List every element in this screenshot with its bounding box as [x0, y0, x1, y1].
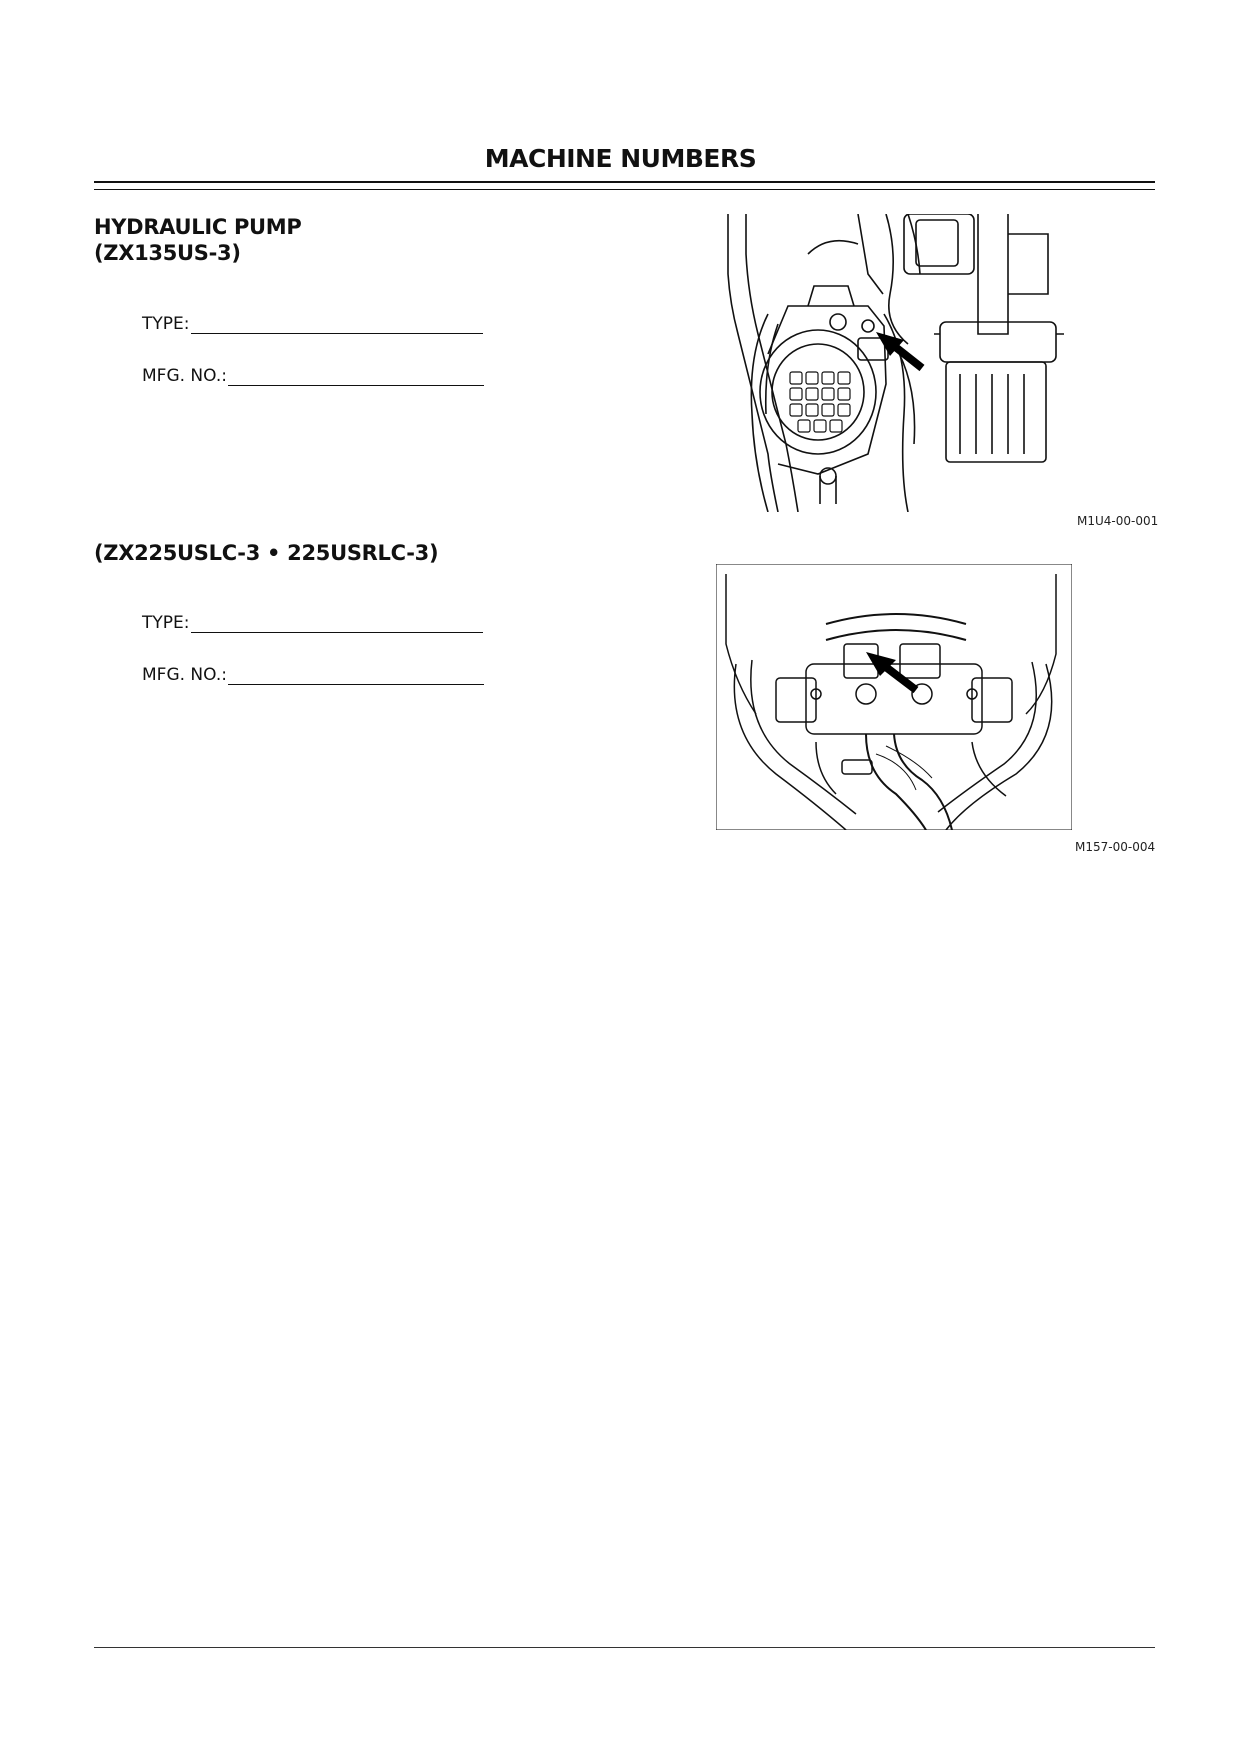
type-input-line[interactable]	[191, 614, 483, 633]
section-heading-line2: (ZX135US-3)	[94, 241, 241, 265]
section-heading-line1: HYDRAULIC PUMP	[94, 215, 302, 239]
type-label: TYPE:	[142, 613, 190, 633]
footer-rule	[94, 1647, 1155, 1648]
mfg-field-zx225	[142, 665, 484, 685]
figure-caption-2: M157-00-004	[1075, 840, 1156, 854]
type-input-line[interactable]	[191, 315, 483, 334]
mfg-no-label: MFG. NO.:	[142, 366, 227, 386]
page-title: MACHINE NUMBERS	[484, 144, 757, 173]
type-field-zx225	[142, 613, 483, 633]
title-rule-thick	[94, 181, 1155, 183]
pump-photo-zx135	[708, 214, 1076, 512]
title-rule-thin	[94, 189, 1155, 190]
mfg-field-zx135	[142, 366, 484, 386]
figure-caption-1: M1U4-00-001	[1077, 514, 1159, 528]
mfg-no-label: MFG. NO.:	[142, 665, 227, 685]
arrow-pointer-icon	[876, 332, 922, 368]
type-field-zx135	[142, 314, 483, 334]
section-heading-line1: (ZX225USLC-3 • 225USRLC-3)	[94, 541, 439, 565]
pump-photo-zx225	[716, 564, 1072, 830]
mfg-no-input-line[interactable]	[228, 666, 484, 685]
arrow-pointer-icon	[866, 652, 916, 690]
section-heading-zx225	[94, 540, 438, 566]
type-label: TYPE:	[142, 314, 190, 334]
mfg-no-input-line[interactable]	[228, 367, 484, 386]
section-heading-hydraulic-pump	[94, 214, 302, 266]
